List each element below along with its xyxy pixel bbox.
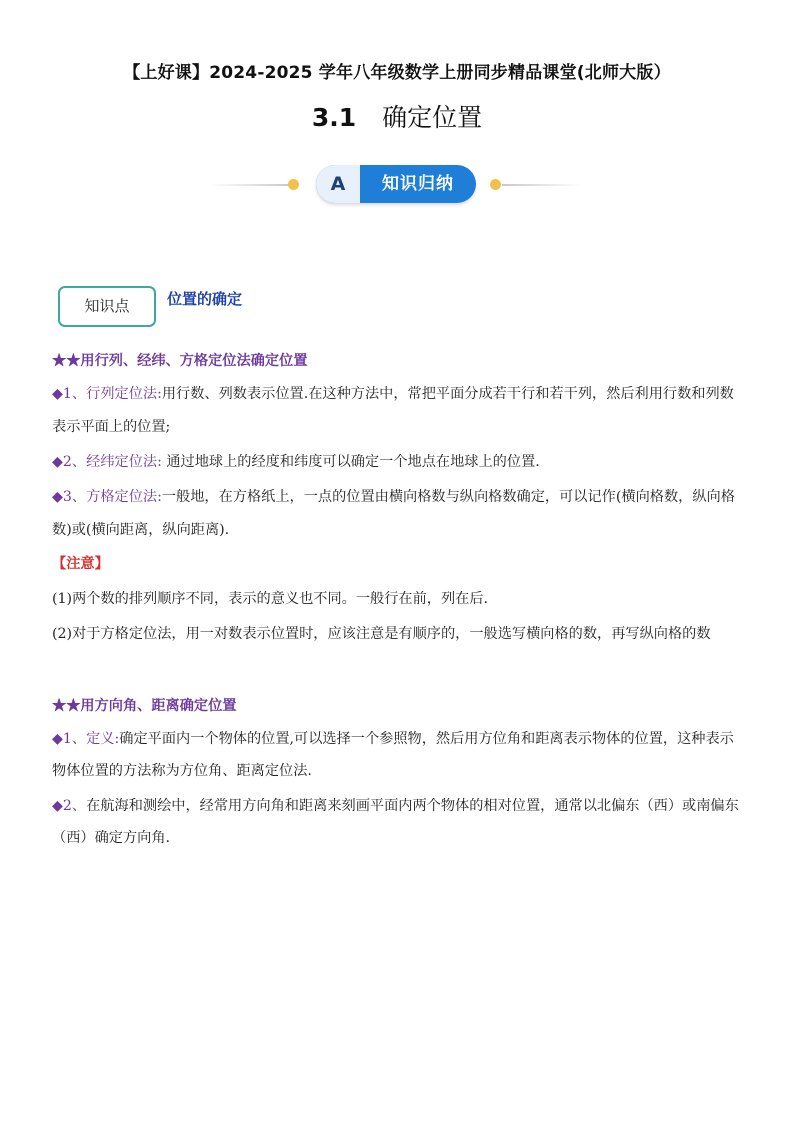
note-1: (1)两个数的排列顺序不同，表示的意义也不同。一般行在前，列在后.: [52, 591, 489, 607]
note-2: (2)对于方格定位法，用一对数表示位置时，应该注意是有顺序的，一般选写横向格的数，再写纵向格的数: [52, 626, 711, 642]
note-label: 【注意】: [52, 556, 109, 572]
lesson-title: [0, 98, 794, 134]
item-marker: ◆1、: [52, 731, 87, 747]
section1-item-3: [52, 481, 746, 547]
banner-line-right: [502, 184, 582, 186]
lesson-number: 3.1: [311, 103, 357, 132]
section1-heading: ★★用行列、经纬、方格定位法确定位置: [52, 353, 308, 369]
banner-letter: A: [316, 165, 360, 203]
item-marker: ◆2、: [52, 798, 87, 814]
item-text: 一般地，在方格纸上，一点的位置由横向格数与纵向格数确定，可以记作(横向格数，纵向格数)或(横向距离，纵向距离).: [52, 489, 735, 538]
section1-item-2: [52, 446, 746, 479]
banner-dot-right: [490, 179, 501, 190]
section-direction-distance: [52, 690, 746, 854]
section2-item-1: [52, 723, 746, 787]
knowledge-point-box: 知识点: [58, 286, 156, 327]
knowledge-point-title: 位置的确定: [167, 290, 243, 308]
banner-label: 知识归纳: [382, 174, 454, 194]
section-grid-methods: [52, 345, 746, 651]
banner-line-left: [210, 184, 290, 186]
item-text: 通过地球上的经度和纬度可以确定一个地点在地球上的位置.: [161, 454, 540, 470]
section2-heading: ★★用方向角、距离确定位置: [52, 698, 237, 714]
item-term: 方格定位法:: [86, 489, 162, 505]
item-term: 经纬定位法:: [86, 454, 162, 470]
section1-item-1: [52, 378, 746, 444]
item-text: 用行数、列数表示位置.在这种方法中，常把平面分成若干行和若干列，然后利用行数和列数表示平面上的位置;: [52, 386, 734, 435]
item-term: 行列定位法:: [86, 386, 162, 402]
item-term: 定义:: [86, 731, 120, 747]
banner-dot-left: [288, 179, 299, 190]
section-banner: [210, 162, 580, 208]
item-text: 在航海和测绘中，经常用方向角和距离来刻画平面内两个物体的相对位置，通常以北偏东（西）或南偏东（西）确定方向角.: [52, 798, 739, 846]
document-header-title: 【上好课】2024-2025 学年八年级数学上册同步精品课堂(北师大版）: [123, 63, 671, 83]
item-marker: ◆2、: [52, 454, 87, 470]
item-marker: ◆3、: [52, 489, 87, 505]
banner-pill: [316, 165, 476, 203]
lesson-name: 确定位置: [382, 103, 483, 132]
section2-item-2: [52, 790, 746, 854]
item-text: 确定平面内一个物体的位置,可以选择一个参照物，然后用方位角和距离表示物体的位置，这种表示物体位置的方法称为方位角、距离定位法.: [52, 731, 734, 779]
item-marker: ◆1、: [52, 386, 87, 402]
